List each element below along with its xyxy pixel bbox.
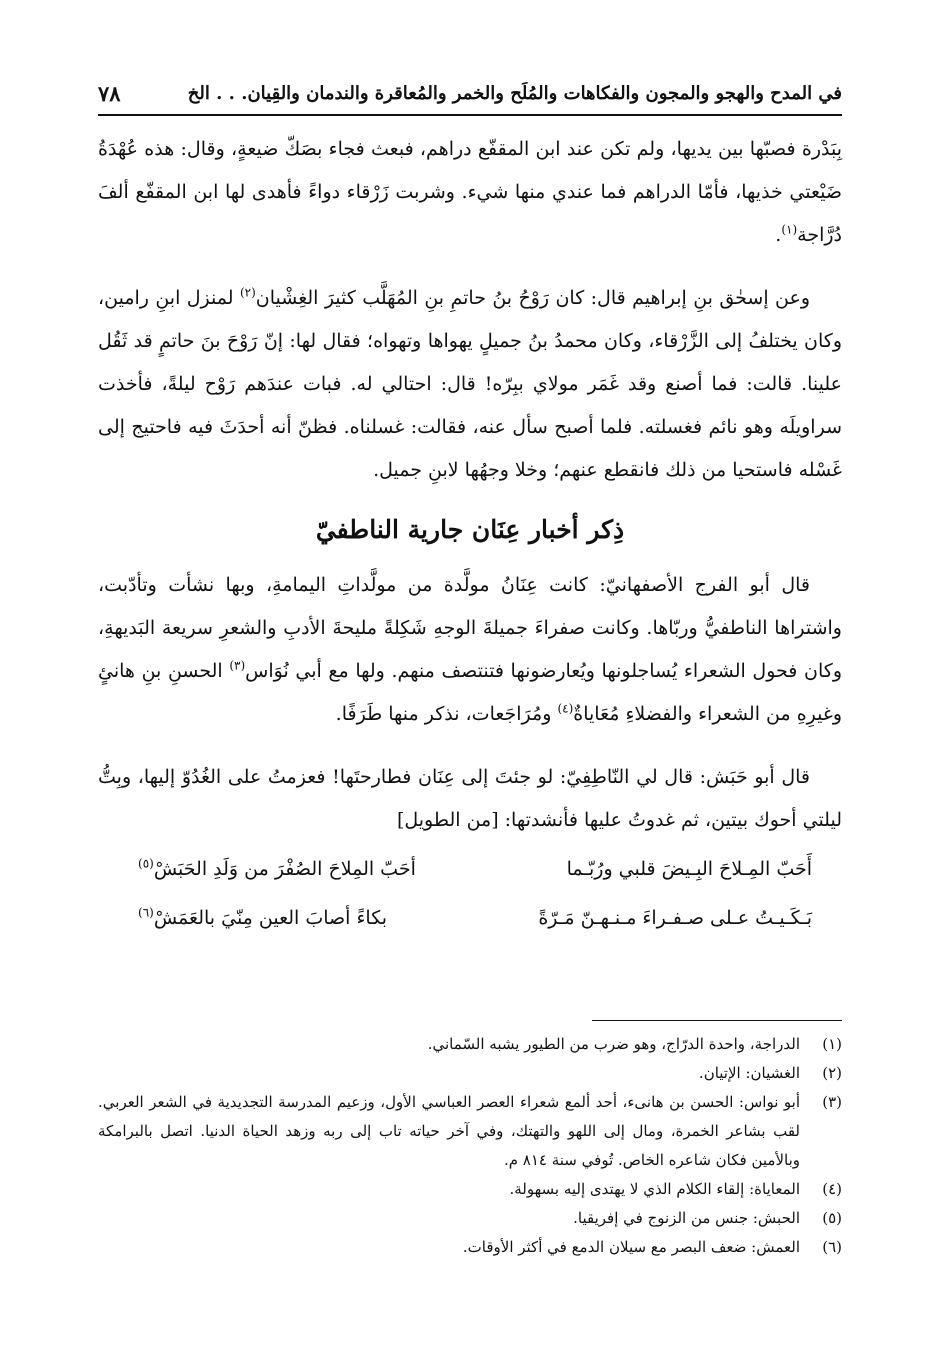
footnote-text: الدراجة، واحدة الدرّاج، وهو ضرب من الطيور يشبه السّماني. [427, 1035, 800, 1053]
paragraph: وعن إسحٰق بنِ إبراهيم قال: كان رَوْحُ بنُ حاتمِ بنِ المُهَلَّب كثيرَ الغِشْيان$^{(٢)}$ لمنزل ابنِ رامين، وكان يختلفُ إلى الزَّرْقاء، وكان محمدُ بنُ جميلٍ يهواها وتهواه؛ فقال لها: إنّ رَوْحَ بنَ حاتمٍ قد ثَقُل علينا. قالت: فما أصنع وقد غَمَر مولاي ببِرّه! قال: احتالي له. فبات عندَهم رَوْح ليلةً، فأخذت سراويلَه وهو نائم فغسلته. فلما أصبح سأل عنه، فقالت: غسلناه. فظنّ أنه أحدَثَ فيه فاحتيج إلى غَسْله فاستحيا من ذلك فانقطع عنهم؛ وخلا وجهُها لابنِ جميل. [98, 285, 842, 481]
section-heading: ذِكر أخبار عِنَان جارية الناطفيّ [315, 515, 625, 544]
footnote [98, 1233, 842, 1262]
verse-hemistich-left: بكاءً أصابَ العين مِنّيَ بالعَمَشْ$^{(٦)}$ [138, 905, 387, 929]
footnote-text: الحبش: جنس من الزنوج في إفريقيا. [573, 1209, 800, 1227]
footnote [98, 1059, 842, 1088]
verse-hemistich-right: أَحَبّ المِـلاحَ البِـيضَ قلبي ورُبّـما [566, 858, 812, 880]
running-title: في المدح والهجو والمجون والفكاهات والمُلَح والخمر والمُعاقرة والندمان والقِيان. . . الخ [187, 82, 842, 104]
footnote-marker: (٢) [239, 285, 256, 300]
footnote-marker: (١) [781, 222, 798, 237]
main-text [98, 128, 842, 940]
footnote [98, 1088, 842, 1175]
footnote-number: (٤) [822, 1180, 842, 1198]
verse-line [98, 897, 842, 940]
footnote-divider [592, 1020, 842, 1021]
paragraph: قال أبو الفرج الأصفهانيّ: كانت عِنَانُ مولَّدة من مولَّداتِ اليمامةِ، وبها نشأت وتأدّبت، واشتراها الناطفيُّ وربّاها. وكانت صفراءَ جميلةَ الوجهِ شَكِلةً مليحةَ الأدبِ والشعرِ سريعة البَديهةِ، وكان فحول الشعراء يُساجلونها ويُعارضونها فتنتصف منهم. ولها مع أبي نُوَاس$^{(٣)}$ الحسنِ بنِ هانئٍ وغيرِهِ من الشعراء والفضلاءِ مُعَاياةٌ$^{(٤)}$ ومُرَاجَعات، نذكر منها طَرَفًا. [98, 574, 842, 725]
footnote-number: (١) [822, 1035, 842, 1053]
footnote-number: (٥) [822, 1209, 842, 1227]
paragraph: بِبَدْرة فصبّها بين يديها، ولم تكن عند ابن المقفّع دراهم، فبعث فجاء بصَكّ ضيعةٍ، وقال: هذه عُهْدَةُ ضَيْعتي خذيها، فأمّا الدراهم فما عندي منها شيء. وشربت زَرْقاء دواءً فأهدى لها ابن المقفّع ألفَ دُرَّاجة$^{(١)}$. [98, 138, 842, 246]
footnote-marker: (٤) [557, 701, 574, 716]
footnote-marker: (٥) [138, 856, 154, 871]
footnote [98, 1204, 842, 1233]
footnote-number: (٦) [822, 1238, 842, 1256]
footnote-text: أبو نواس: الحسن بن هانىء، أحد ألمع شعراء العصر العباسي الأول، وزعيم المدرسة التجديدية في الشعر العربي. لقب بشاعر الخمرة، ومال إلى اللهو والتهتك، وفي آخر حياته تاب إلى ربه وزهد الحياة الدنيا. اتصل بالبرامكة وبالأمين فكان شاعره الخاص. تُوفي سنة ٨١٤ م. [98, 1093, 800, 1169]
footnote-number: (٣) [822, 1093, 842, 1111]
footnotes [98, 1030, 842, 1262]
page-header [98, 78, 842, 116]
footnote [98, 1175, 842, 1204]
footnote-marker: (٦) [138, 905, 154, 920]
footnote-text: العمش: ضعف البصر مع سيلان الدمع في أكثر الأوقات. [462, 1238, 800, 1256]
footnote-text: الغشيان: الإتيان. [698, 1064, 800, 1082]
verse-line [98, 848, 842, 891]
page-number: ٧٨ [98, 80, 121, 106]
footnote-number: (٢) [822, 1064, 842, 1082]
verse-hemistich-right: بَـكَـيـتُ عـلى صـفـراءَ مـنـهـنّ مَـرّةً [538, 907, 812, 929]
footnote [98, 1030, 842, 1059]
footnote-marker: (٣) [229, 658, 246, 673]
verse-hemistich-left: أحَبّ المِلاحَ الصُفْرَ من وَلَدِ الحَبَشْ$^{(٥)}$ [138, 856, 416, 880]
paragraph: قال أبو حَبَش: قال لي النّاطِفِيّ: لو جئتَ إلى عِنَان فطارحتَها! فعزمتُ على الغُدُوّ إليها، وبِتُّ ليلتي أحوك بيتين، ثم غدوتُ عليها فأنشدتها: [من الطويل] [98, 766, 842, 831]
footnote-text: المعاياة: إلقاء الكلام الذي لا يهتدى إليه بسهولة. [509, 1180, 800, 1198]
